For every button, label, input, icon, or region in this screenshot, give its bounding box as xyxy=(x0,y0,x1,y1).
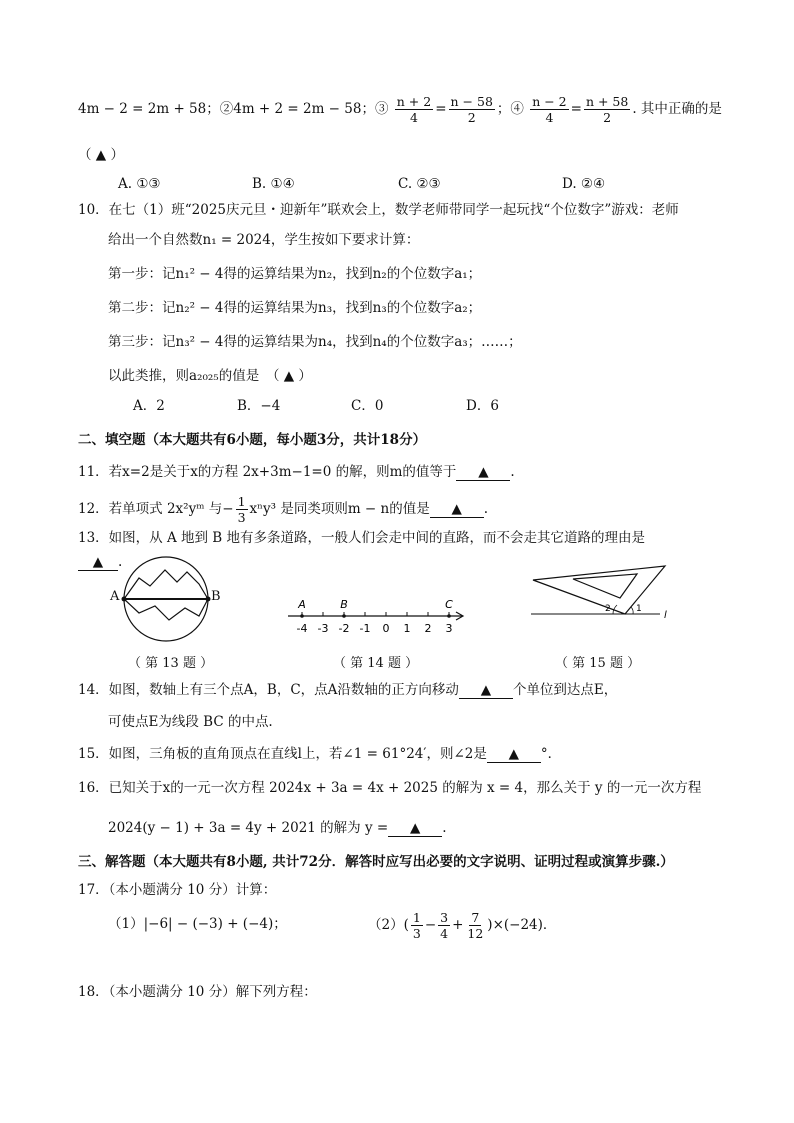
fraction: $\frac{3}{4}$ xyxy=(440,910,449,941)
q12: 12．若单项式 2x²yᵐ 与− $\frac{1}{3}$ xⁿy³ 是同类项则m − n的值是 ▲ . xyxy=(78,494,489,525)
fraction: $\frac{7}{12}$ xyxy=(467,910,484,941)
fig15-caption: （ 第 15 题 ） xyxy=(555,656,641,671)
point-label-a: A xyxy=(298,598,306,611)
q10-step3: 第三步：记n₃² − 4得的运算结果为n₄，找到n₄的个位数字a₃；……； xyxy=(108,334,522,350)
q9-option-d: D. ②④ xyxy=(562,176,606,192)
q10-option-b: B．−4 xyxy=(237,398,281,414)
tick-label: -1 xyxy=(359,622,371,635)
fig15-angle-1: 1 xyxy=(636,604,642,614)
answer-blank[interactable]: ▲ xyxy=(78,554,118,571)
answer-blank[interactable]: ▲ xyxy=(456,464,510,481)
q10-line2: 给出一个自然数n₁ = 2024，学生按如下要求计算： xyxy=(108,232,420,248)
tick-label: -3 xyxy=(317,622,329,635)
q9-eq-b: 4m + 2 = 2m − 58 xyxy=(233,101,362,117)
q16-line1: 16．已知关于x的一元一次方程 2024x + 3a = 4x + 2025 的解为 x = 4，那么关于 y 的一元一次方程 xyxy=(78,780,702,796)
tick-label: 1 xyxy=(403,622,411,635)
q9-equations: 4m − 2 = 2m + 58；②4m + 2 = 2m − 58；③ $\frac{n + 2}{4}$ = $\frac{n - 58}{2}$ ；④ $\frac{n - 2}{4}$ = $\frac{n + 58}{2}$ . 其中正确的是 xyxy=(78,94,722,125)
tick-label: 0 xyxy=(382,622,390,635)
q9-option-c: C. ②③ xyxy=(398,176,441,192)
fraction: $\frac{1}{3}$ xyxy=(237,494,246,525)
point-c xyxy=(447,614,451,618)
q13-line1: 13．如图，从 A 地到 B 地有多条道路，一般人们会走中间的直路，而不会走其它道路的理由是 xyxy=(78,530,646,546)
fig15-angle-2: 2 xyxy=(605,604,611,614)
fraction: $\frac{1}{3}$ xyxy=(412,910,421,941)
q10-step2: 第二步：记n₂² − 4得的运算结果为n₃，找到n₃的个位数字a₂； xyxy=(108,300,482,316)
q10-option-d: D．6 xyxy=(466,398,499,414)
point-label-b: B xyxy=(340,598,348,611)
tick-label: -4 xyxy=(296,622,308,635)
q14-line2: 可使点E为线段 BC 的中点. xyxy=(108,714,273,730)
tick-label: 3 xyxy=(445,622,453,635)
tick-label: 2 xyxy=(424,622,432,635)
figure-15 xyxy=(525,562,675,622)
q13-line2: ▲ . xyxy=(78,552,122,572)
section-3-heading: 三、解答题（本大题共有8小题, 共计72分．解答时应写出必要的文字说明、证明过程或演算步骤.） xyxy=(78,854,674,870)
fig13-label-b: B xyxy=(211,589,221,604)
q17-part1: （1）|−6| − (−3) + (−4)； xyxy=(108,916,287,932)
q16-line2: 2024(y − 1) + 3a = 4y + 2021 的解为 y = ▲ . xyxy=(108,820,447,836)
fig15-line-label: l xyxy=(664,610,667,621)
answer-blank[interactable]: ▲ xyxy=(430,501,484,518)
fraction: $\frac{n - 2}{4}$ xyxy=(532,94,567,125)
fig14-caption: （ 第 14 题 ） xyxy=(333,656,419,671)
section-2-heading: 二、填空题（本大题共有6小题，每小题3分，共计18分） xyxy=(78,432,427,448)
q9-eq-a: 4m − 2 = 2m + 58 xyxy=(78,101,207,117)
figure-14 xyxy=(282,596,472,636)
q10-line1: 10．在七（1）班“2025庆元旦・迎新年”联欢会上，数学老师带同学一起玩找“个位数字”游戏：老师 xyxy=(78,202,679,218)
point-label-c: C xyxy=(445,598,453,611)
q9-answer: （ ▲ ） xyxy=(78,147,124,163)
fig13-label-a: A xyxy=(110,589,120,604)
q10-option-c: C．0 xyxy=(351,398,384,414)
q10-option-a: A．2 xyxy=(133,398,165,414)
q14-line1: 14．如图，数轴上有三个点A，B，C，点A沿数轴的正方向移动 ▲ 个单位到达点E， xyxy=(78,682,618,698)
q17-part2: （2）( $\frac{1}{3}$ − $\frac{3}{4}$ + $\frac{7}{12}$ )×(−24)． xyxy=(368,910,557,941)
answer-blank[interactable]: ▲ xyxy=(459,682,513,699)
q18-title: 18．（本小题满分 10 分）解下列方程： xyxy=(78,984,317,1000)
answer-blank[interactable]: ▲ xyxy=(487,746,541,763)
q10-ask: 以此类推，则a₂₀₂₅的值是 （ ▲ ） xyxy=(108,368,312,384)
fraction: $\frac{n - 58}{2}$ xyxy=(450,94,493,125)
point-a xyxy=(300,614,304,618)
fig13-caption: （ 第 13 题 ） xyxy=(128,656,214,671)
answer-blank[interactable]: ▲ xyxy=(388,820,442,837)
q15: 15．如图，三角板的直角顶点在直线l上，若∠1 = 61°24′，则∠2是 ▲ °． xyxy=(78,746,562,762)
tick-label: -2 xyxy=(338,622,350,635)
fraction: $\frac{n + 58}{2}$ xyxy=(585,94,629,125)
fraction: $\frac{n + 2}{4}$ xyxy=(396,94,432,125)
q9-option-b: B. ①④ xyxy=(252,176,295,192)
q17-title: 17．（本小题满分 10 分）计算： xyxy=(78,882,277,898)
q9-option-a: A. ①③ xyxy=(118,176,161,192)
point-b xyxy=(342,614,346,618)
q11: 11．若x=2是关于x的方程 2x+3m−1=0 的解，则m的值等于 ▲ . xyxy=(78,464,515,480)
q10-step1: 第一步：记n₁² − 4得的运算结果为n₂，找到n₂的个位数字a₁； xyxy=(108,266,482,282)
